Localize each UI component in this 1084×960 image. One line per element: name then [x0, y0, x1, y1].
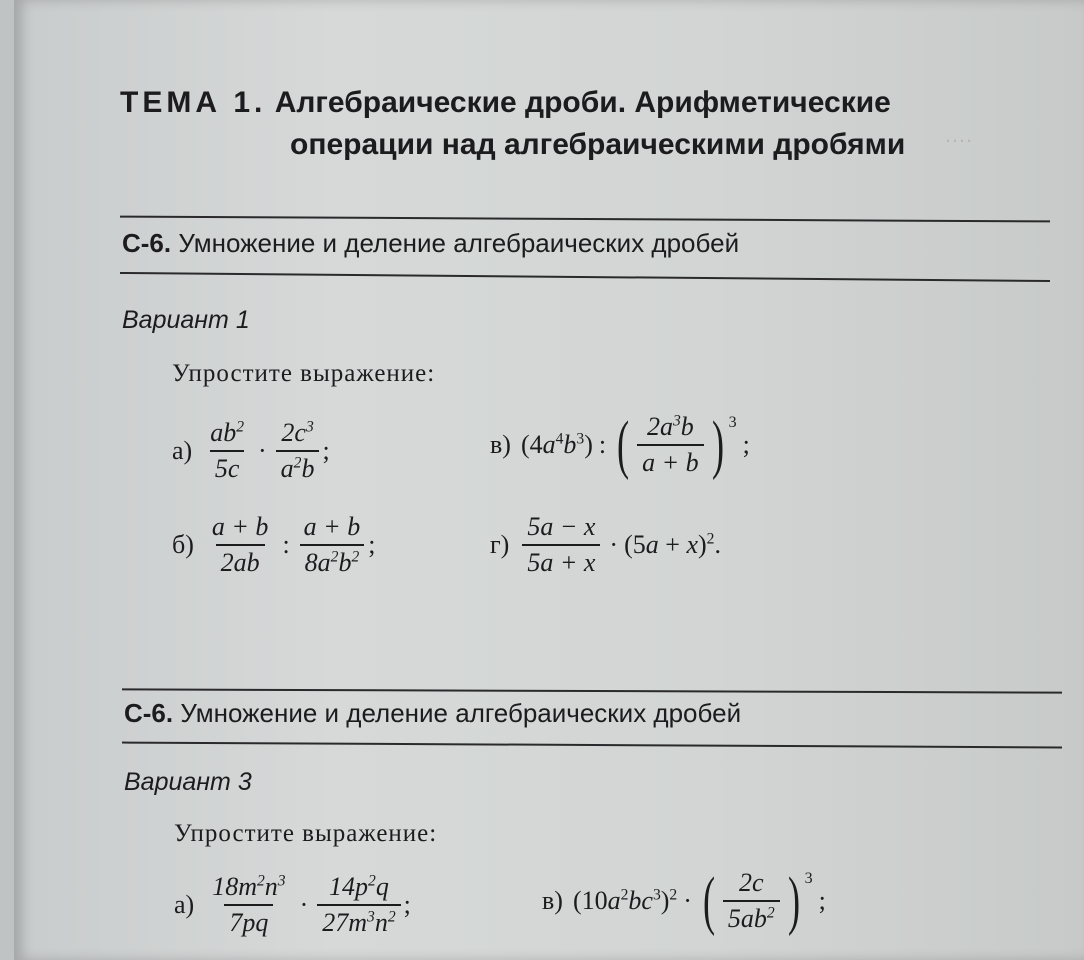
colon-operator: : — [598, 430, 607, 459]
divider — [120, 272, 1050, 282]
numerator: $14p^2q$ — [329, 872, 389, 901]
instruction-1: Упростите выражение: — [172, 360, 436, 387]
semicolon: ; — [403, 890, 411, 919]
dot-operator: · — [683, 886, 692, 915]
numerator: a + b — [211, 512, 269, 541]
denominator: 5a + x — [522, 544, 600, 578]
problem-1v — [490, 408, 750, 481]
section-name: Умножение и деление алгебраических дробей — [178, 228, 740, 258]
semicolon: ; — [818, 886, 826, 915]
problem-label: г) — [490, 530, 510, 559]
fraction — [637, 412, 704, 478]
semicolon: ; — [742, 430, 750, 459]
dot-operator: · — [299, 890, 309, 919]
semicolon: ; — [322, 436, 330, 465]
section-title-1 — [122, 228, 739, 259]
fraction — [317, 872, 400, 938]
denominator: $8a^2b^2$ — [300, 544, 365, 578]
left-paren: ( — [617, 408, 630, 481]
problem-label: а) — [174, 890, 195, 919]
numerator: $18m^2n^3$ — [212, 872, 286, 901]
exponent: 3 — [804, 870, 813, 887]
divider — [120, 216, 1050, 223]
section-title-2 — [124, 698, 741, 729]
problem-1a — [172, 418, 330, 484]
denominator: 2ab — [216, 544, 265, 578]
denominator: $27m^3n^2$ — [317, 904, 400, 938]
exponent: 3 — [728, 414, 737, 431]
numerator: a + b — [303, 512, 361, 541]
numerator: $2a^3b$ — [646, 412, 694, 441]
numerator: 5a − x — [527, 512, 596, 541]
colon-operator: : — [282, 530, 290, 559]
dot-operator: · — [258, 436, 267, 465]
problem-1b — [172, 512, 375, 578]
denominator: 5c — [210, 450, 245, 484]
instruction-3: Упростите выражение: — [174, 820, 438, 847]
problem-label: в) — [542, 886, 563, 915]
bleed-text-1: …. — [944, 122, 973, 147]
section-code: С-6. — [122, 228, 172, 258]
fraction — [299, 512, 366, 578]
topic-title-text1: Алгебраические дроби. Арифметические — [274, 86, 891, 119]
topic-title-line1 — [120, 84, 891, 122]
fraction — [522, 512, 600, 578]
section-code: С-6. — [124, 698, 174, 728]
divider — [122, 688, 1062, 693]
dot-operator: · — [609, 530, 619, 559]
numerator: $ab^2$ — [210, 418, 244, 447]
variant-heading-1: Вариант 1 — [122, 306, 250, 334]
fraction — [207, 512, 274, 578]
problem-3a — [174, 872, 411, 938]
expression-part: $(10a^2bc^3)^2$ — [572, 886, 678, 915]
denominator: $5ab^2$ — [723, 900, 780, 934]
denominator: $a^2b$ — [276, 450, 320, 484]
expression-part: $(4a^4b^3)$ — [520, 430, 593, 459]
expression-part: $(5a + x)^2$. — [624, 530, 721, 559]
right-paren: ) — [787, 864, 800, 937]
section-name: Умножение и деление алгебраических дробей — [180, 698, 742, 728]
denominator: 7pq — [224, 904, 273, 938]
denominator: a + b — [637, 444, 704, 478]
topic-title-line2: операции над алгебраическими дробями — [290, 128, 906, 161]
semicolon: ; — [368, 530, 376, 559]
fraction — [723, 868, 780, 934]
right-paren: ) — [711, 408, 724, 481]
numerator: $2c^3$ — [281, 418, 314, 447]
topic-label: ТЕМА 1. — [120, 86, 267, 119]
divider — [122, 742, 1062, 749]
fraction — [205, 418, 249, 484]
variant-heading-3: Вариант 3 — [124, 768, 252, 796]
problem-label: а) — [172, 436, 193, 465]
fraction — [276, 418, 320, 484]
problem-label: б) — [172, 530, 194, 559]
left-paren: ( — [702, 864, 715, 937]
numerator: 2c — [739, 868, 764, 897]
book-page — [14, 0, 1084, 960]
fraction — [207, 872, 290, 938]
problem-3v — [542, 864, 826, 937]
problem-1g — [490, 512, 721, 578]
problem-label: в) — [490, 430, 511, 459]
